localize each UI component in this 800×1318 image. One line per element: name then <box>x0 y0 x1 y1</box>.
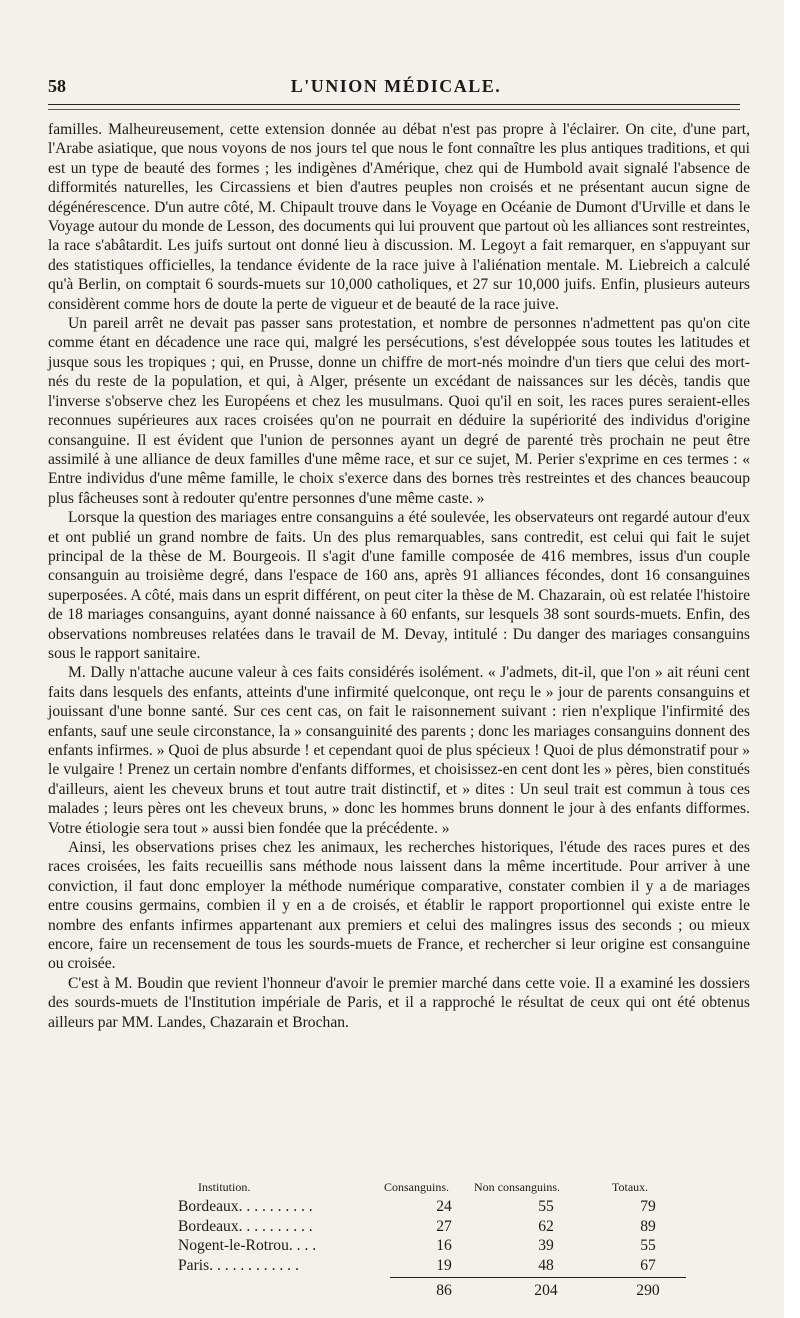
header-rule-thin <box>48 109 740 110</box>
page-header <box>48 76 744 102</box>
cell-consanguins: 27 <box>436 1217 452 1235</box>
paragraph: Un pareil arrêt ne devait pas passer sans protestation, et nombre de personnes n'admettent pas qu'on cite comme étant en décadence une race qui, malgré les persécutions, s'est développée sous toutes les latitudes et jusque sous les tropiques ; qui, en Prusse, donne un chiffre de mort-nés moindre d'un tiers que celui des mort-nés du reste de la population, et qui, à Alger, présente un excédant de naissances sur les décès, tandis que l'inverse s'observe chez les Européens et chez les musulmans. Quoi qu'il en soit, les races pures seraient-elles reconnues supérieures aux races croisées qu'on ne pourrait en déduire la supériorité des individus d'origine consanguine. Il est évident que l'union de personnes ayant un degré de parenté très prochain ne peut être assimilé à une alliance de deux familles d'une même race, et sur ce sujet, M. Perier s'exprime en ces termes : « Entre individus d'une même famille, le choix s'exerce dans des bornes très restreintes et des chances beaucoup plus fâcheuses sont à redouter qu'entre personnes d'une même caste. » <box>48 315 750 507</box>
cell-institution: Bordeaux. . . . . . . . . . <box>178 1198 313 1215</box>
table-header-totaux: Totaux. <box>612 1180 649 1194</box>
cell-totaux: 55 <box>640 1237 656 1255</box>
table-total-rule <box>390 1277 686 1278</box>
cell-non-consanguins: 48 <box>538 1256 554 1274</box>
cell-consanguins: 24 <box>436 1198 452 1215</box>
table-header-consanguins: Consanguins. <box>384 1180 450 1194</box>
table-header-row <box>178 1178 678 1198</box>
cell-totaux: 89 <box>640 1217 656 1235</box>
cell-totaux: 67 <box>640 1256 656 1274</box>
paragraph: Lorsque la question des mariages entre consanguins a été soulevée, les observateurs ont regardé autour d'eux et ont publié un grand nombre de faits. Un des plus remarquables, sans contredit, est celui qui fait le sujet principal de la thèse de M. Bourgeois. Il s'agit d'une famille composée de 416 membres, issus d'un couple consanguin au troisième degré, dans l'espace de 160 ans, après 91 alliances fécondes, dont 16 consanguines superposées. A côté, mais dans un esprit différent, on peut citer la thèse de M. Chazarain, où est relatée l'histoire de 18 mariages consanguins, ayant donné naissance à 60 enfants, sur lesquels 38 sont sourds-muets. Enfin, des observations nombreuses relatées dans le travail de M. Devay, intitulé : Du danger des mariages consanguins sous le rapport sanitaire. <box>48 509 750 662</box>
running-title: L'UNION MÉDICALE. <box>290 76 502 96</box>
total-totaux: 290 <box>636 1282 660 1299</box>
paragraph: C'est à M. Boudin que revient l'honneur d'avoir le premier marché dans cette voie. Il a examiné les dossiers des sourds-muets de l'Institution impériale de Paris, et il a rapproché le résultat de ceux qui ont été obtenus ailleurs par MM. Landes, Chazarain et Brochan. <box>48 974 750 1031</box>
paragraph: Ainsi, les observations prises chez les animaux, les recherches historiques, l'étude des races pures et des races croisées, les faits recueillis sans méthode nous laissent dans la même incertitude. Pour arriver à une conviction, il faut donc employer la méthode numérique comparative, constater combien il y a de mariages entre cousins germains, combien il y en a de croisés, et établir le rapport proportionnel qui existe entre le nombre des enfants infirmes appartenant aux premiers et celui des malingres issus des seconds ; ou mieux encore, faire un recensement de tous les sourds-muets de France, et rechercher si leur origine est consanguine ou croisée. <box>48 839 750 973</box>
cell-institution: Nogent-le-Rotrou. . . . <box>178 1237 317 1255</box>
page-number: 58 <box>48 76 66 96</box>
table-header-non-consanguins: Non consanguins. <box>474 1180 560 1194</box>
cell-non-consanguins: 55 <box>538 1198 554 1215</box>
statistics-table <box>178 1178 678 1299</box>
table-totals-row <box>178 1282 678 1302</box>
cell-consanguins: 16 <box>436 1237 452 1255</box>
cell-institution: Bordeaux. . . . . . . . . . <box>178 1217 313 1235</box>
table-row <box>178 1237 678 1257</box>
cell-non-consanguins: 62 <box>538 1217 554 1235</box>
body-text <box>48 120 750 1032</box>
paragraph: familles. Malheureusement, cette extension donnée au débat n'est pas propre à l'éclairer. On cite, d'une part, l'Arabe asiatique, que nous voyons de nos jours tel que nous le font connaître les plus antiques traditions, et qui est un type de beauté des formes ; les indigènes d'Amérique, chez qui de Humbold avait signalé l'absence de difformités naturelles, les Circassiens et bien d'autres peuples non croisés et ne présentant aucun signe de dégénérescence. D'un autre côté, M. Chipault trouve dans le Voyage en Océanie de Dumont d'Urville et dans le Voyage autour du monde de Lesson, des documents qui lui prouvent que partout où les alliances sont restreintes, la race s'abâtardit. Les juifs surtout ont donné lieu à discussion. M. Legoyt a fait remarquer, en s'appuyant sur des statistiques officielles, la tendance évidente de la race juive à l'aliénation mentale. M. Liebreich a calculé qu'à Berlin, on comptait 6 sourds-muets sur 10,000 catholiques, et 27 sur 10,000 juifs. Enfin, plusieurs auteurs considèrent comme hors de doute la perte de vigueur et de beauté de la race juive. <box>48 121 750 313</box>
table-row <box>178 1198 678 1218</box>
cell-consanguins: 19 <box>436 1256 452 1274</box>
paragraph: M. Dally n'attache aucune valeur à ces faits considérés isolément. « J'admets, dit-il, que l'on » ait réuni cent faits dans lesquels des enfants, atteints d'une infirmité quelconque, ont reçu le » jour de parents consanguins et jouissant d'une bonne santé. Sur ces cent cas, on fait le raisonnement suivant : rien n'explique l'infirmité des enfants, sauf une seule circonstance, la » consanguinité des parents ; donc les mariages consanguins donnent des enfants infirmes. » Quoi de plus absurde ! et cependant quoi de plus spécieux ! Quoi de plus démonstratif pour » le vulgaire ! Prenez un certain nombre d'enfants difformes, et choisissez-en cent dont les » pères, bien constitués d'ailleurs, aient les cheveux bruns et tout autre trait distinctif, et » dites : Un seul trait est commun à tous ces malades ; leurs pères ont les cheveux bruns, » donc les hommes bruns donnent le jour à des enfants difformes. Votre étiologie sera tout » aussi bien fondée que la précédente. » <box>48 664 750 837</box>
cell-institution: Paris. . . . . . . . . . . . <box>178 1256 299 1274</box>
table-row <box>178 1218 678 1238</box>
page-margin-edge <box>784 0 800 1318</box>
table-row <box>178 1257 678 1277</box>
table-header-institution: Institution. <box>198 1180 251 1194</box>
cell-non-consanguins: 39 <box>538 1237 554 1255</box>
cell-totaux: 79 <box>640 1198 656 1215</box>
header-rule <box>48 104 740 105</box>
total-non-consanguins: 204 <box>534 1282 558 1299</box>
total-consanguins: 86 <box>436 1282 452 1299</box>
